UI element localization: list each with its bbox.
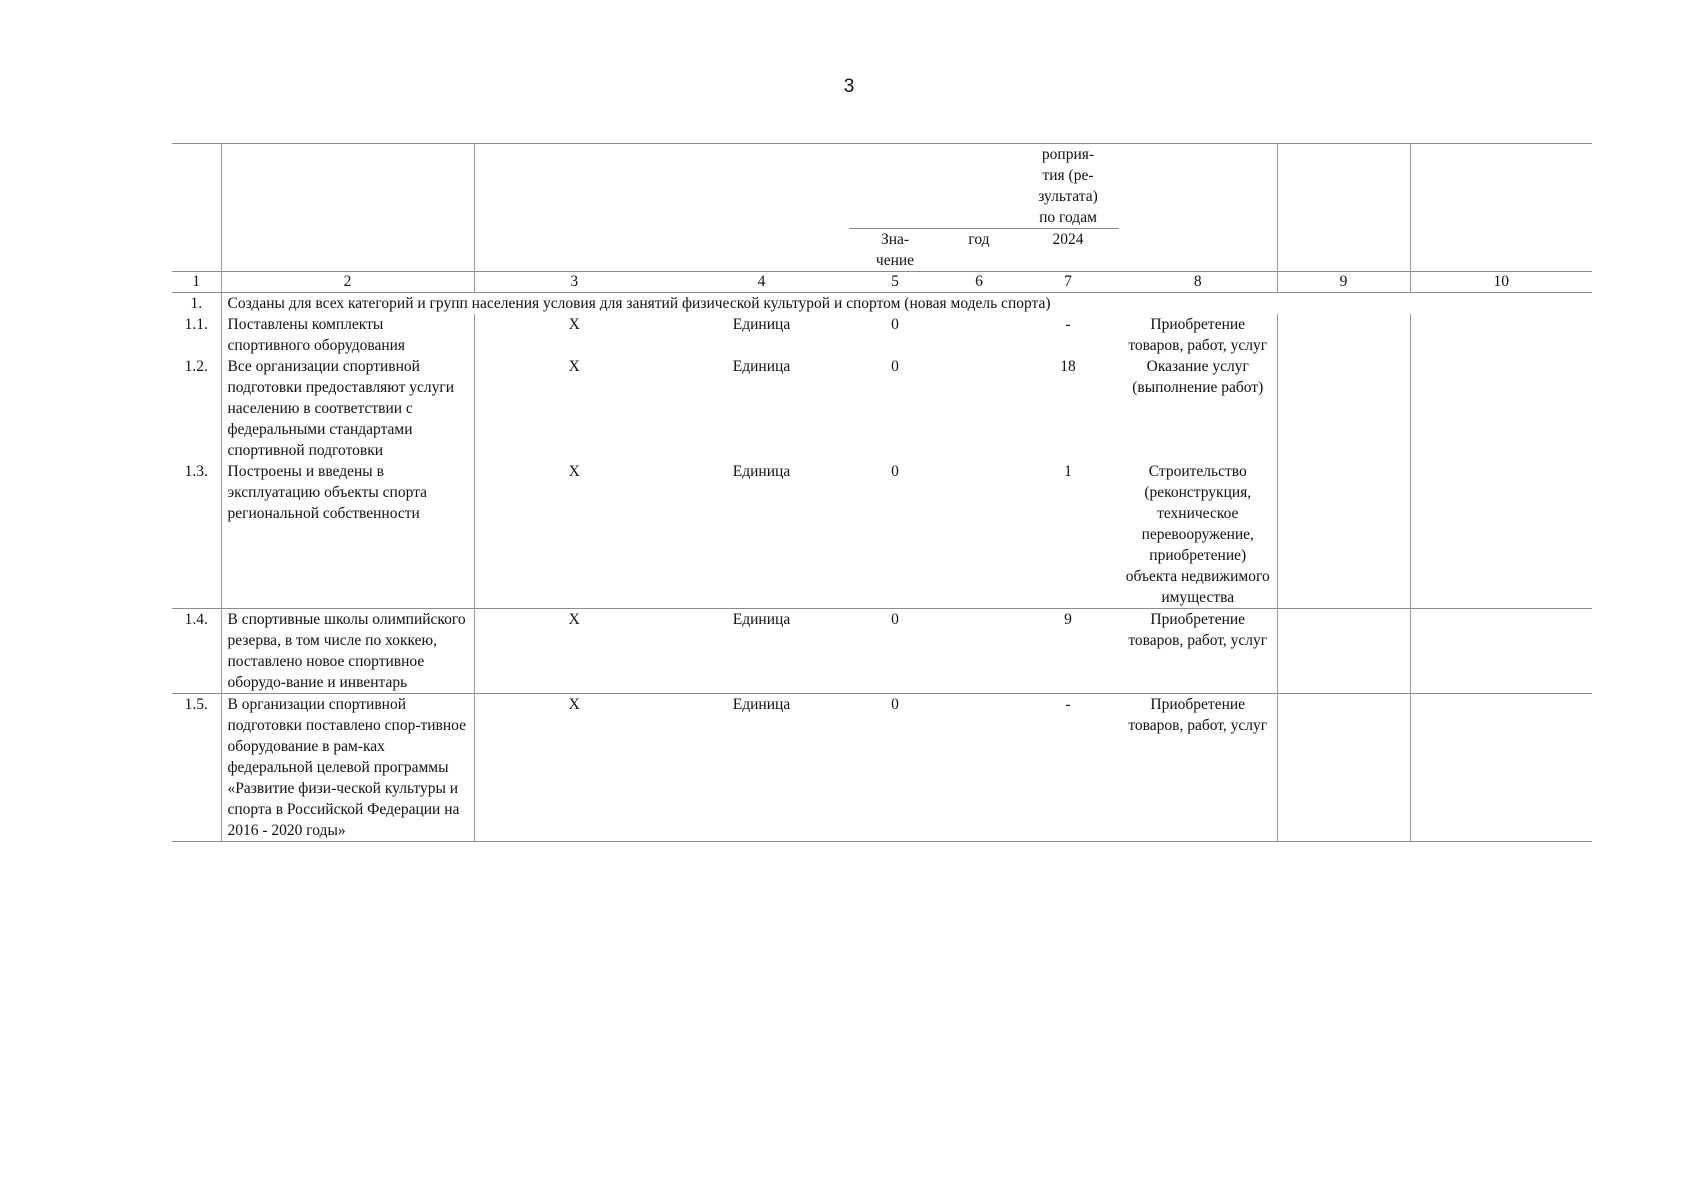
row-unit: Единица bbox=[732, 316, 791, 333]
row-base-value: 0 bbox=[891, 316, 899, 333]
row-c3: X bbox=[474, 609, 674, 694]
row-c9 bbox=[1277, 694, 1410, 842]
section-title: Созданы для всех категорий и групп населения условия для занятий физической культурой и спортом (новая модель спорта) bbox=[221, 293, 1592, 315]
row-type: Приобретение товаров, работ, услуг bbox=[1128, 316, 1268, 354]
row-number: 1.1. bbox=[184, 316, 208, 333]
row-name: В спортивные школы олимпийского резерва, в том числе по хоккею, поставлено новое спортивное оборудо-вание и инвентарь bbox=[221, 609, 474, 694]
column-number: 5 bbox=[849, 272, 941, 293]
row-type: Строительство (реконструкция, техническое перевооружение, приобретение) объекта недвижимого имущества bbox=[1125, 463, 1270, 606]
table-row bbox=[172, 356, 1592, 461]
row-type: Оказание услуг (выполнение работ) bbox=[1132, 358, 1264, 396]
row-name: Построены и введены в эксплуатацию объекты спорта региональной собственности bbox=[221, 461, 474, 609]
column-number: 1 bbox=[172, 272, 221, 293]
table-row bbox=[172, 314, 1592, 356]
column-number: 6 bbox=[941, 272, 1017, 293]
row-c9 bbox=[1277, 314, 1410, 356]
row-c3: X bbox=[474, 461, 674, 609]
row-base-value: 0 bbox=[849, 694, 941, 842]
row-value-2024: - bbox=[1065, 316, 1071, 333]
header-year-label: год bbox=[968, 231, 990, 248]
header-cell-5-8 bbox=[849, 144, 1277, 272]
table-row bbox=[172, 609, 1592, 694]
section-row bbox=[172, 293, 1592, 315]
column-number: 2 bbox=[221, 272, 474, 293]
row-name: Все организации спортивной подготовки предоставляют услуги населению в соответствии с федеральными стандартами спортивной подготовки bbox=[221, 356, 474, 461]
row-name: Поставлены комплекты спортивного оборудования bbox=[221, 314, 474, 356]
row-unit: Единица bbox=[732, 358, 791, 375]
row-value-2024: 18 bbox=[1060, 358, 1076, 375]
row-base-value: 0 bbox=[891, 358, 899, 375]
row-c10 bbox=[1410, 609, 1592, 694]
row-number: 1.4. bbox=[172, 609, 221, 694]
row-c9 bbox=[1277, 461, 1410, 609]
header-value-label: Зна-чение bbox=[875, 231, 915, 269]
row-number: 1.2. bbox=[184, 358, 208, 375]
row-c10 bbox=[1410, 461, 1592, 609]
header-cell-9 bbox=[1277, 144, 1410, 272]
row-c10 bbox=[1410, 356, 1592, 461]
header-stub-line: зультата) bbox=[1038, 188, 1098, 205]
table-row bbox=[172, 461, 1592, 609]
column-number: 7 bbox=[1017, 272, 1119, 293]
column-number: 4 bbox=[674, 272, 849, 293]
header-cell-3 bbox=[474, 144, 674, 272]
column-number: 8 bbox=[1119, 272, 1277, 293]
row-base-year bbox=[941, 356, 1017, 461]
table-header-continuation bbox=[172, 144, 1592, 272]
row-name: В организации спортивной подготовки поставлено спор-тивное оборудование в рам-ках федеральной целевой программы «Развитие физи-ческой культуры и спорта в Российской Федерации на 2016 - 2020 годы» bbox=[221, 694, 474, 842]
row-c3: X bbox=[474, 694, 674, 842]
table-row bbox=[172, 694, 1592, 842]
header-stub-line: тия (ре- bbox=[1042, 167, 1094, 184]
row-c3: X bbox=[474, 314, 674, 356]
row-c9 bbox=[1277, 609, 1410, 694]
column-number: 10 bbox=[1410, 272, 1592, 293]
row-base-year bbox=[941, 609, 1017, 694]
results-table bbox=[172, 143, 1592, 842]
row-base-value: 0 bbox=[891, 463, 899, 480]
page-number: 3 bbox=[843, 76, 855, 97]
header-cell-2 bbox=[221, 144, 474, 272]
row-c10 bbox=[1410, 314, 1592, 356]
row-value-2024: 9 bbox=[1017, 609, 1119, 694]
header-2024-label: 2024 bbox=[1052, 231, 1084, 248]
row-c9 bbox=[1277, 356, 1410, 461]
header-stub-line: по годам bbox=[1017, 207, 1119, 229]
row-c10 bbox=[1410, 694, 1592, 842]
row-base-year bbox=[941, 314, 1017, 356]
header-cell-1 bbox=[172, 144, 221, 272]
column-numbers-row bbox=[172, 272, 1592, 293]
row-unit: Единица bbox=[732, 463, 791, 480]
row-base-value: 0 bbox=[849, 609, 941, 694]
column-number: 3 bbox=[474, 272, 674, 293]
row-unit: Единица bbox=[674, 694, 849, 842]
row-type: Приобретение товаров, работ, услуг bbox=[1119, 694, 1277, 842]
row-type: Приобретение товаров, работ, услуг bbox=[1119, 609, 1277, 694]
row-value-2024: 1 bbox=[1064, 463, 1072, 480]
row-base-year bbox=[941, 694, 1017, 842]
header-subtable bbox=[849, 144, 1277, 271]
section-number: 1. bbox=[190, 295, 203, 312]
header-cell-4 bbox=[674, 144, 849, 272]
row-base-year bbox=[941, 461, 1017, 609]
row-unit: Единица bbox=[674, 609, 849, 694]
row-number: 1.5. bbox=[172, 694, 221, 842]
header-stub-line: роприя- bbox=[1041, 146, 1095, 163]
row-c3: X bbox=[474, 356, 674, 461]
header-cell-10 bbox=[1410, 144, 1592, 272]
row-number: 1.3. bbox=[184, 463, 208, 480]
column-number: 9 bbox=[1277, 272, 1410, 293]
row-value-2024: - bbox=[1017, 694, 1119, 842]
